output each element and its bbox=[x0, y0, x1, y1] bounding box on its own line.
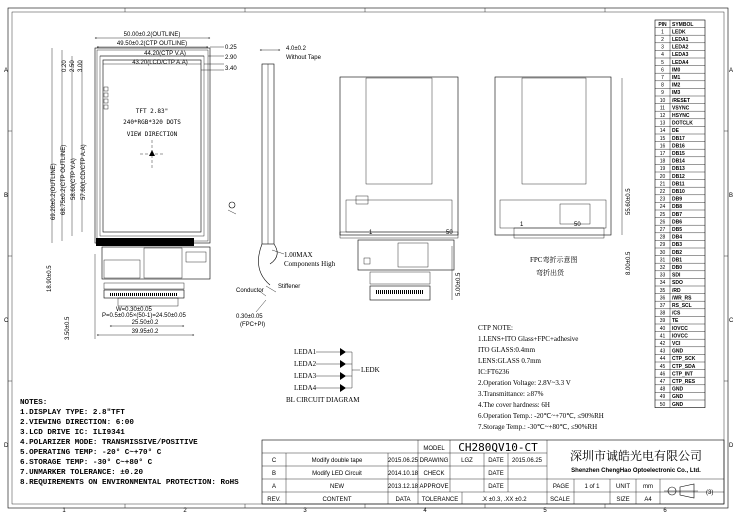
rev-row-data: 2013.12.18 bbox=[387, 484, 419, 490]
ctp-note-9: 7.Storage Temp.: -30℃~+80℃, ≤90%RH bbox=[478, 423, 598, 431]
pin-symbol: DB7 bbox=[672, 211, 683, 218]
bl-led-4: LEDA4 bbox=[294, 384, 317, 392]
components-high: Components High bbox=[284, 260, 336, 268]
led-diode-icon bbox=[340, 372, 346, 380]
projection-icon bbox=[664, 484, 698, 498]
pin-number: 22 bbox=[659, 189, 666, 195]
grid-row-c-right: C bbox=[729, 318, 734, 324]
dim-tail-height: 18.90±0.5 bbox=[47, 265, 53, 292]
pin-symbol: DB11 bbox=[672, 181, 685, 188]
pin-table bbox=[655, 20, 705, 408]
pin-number: 38 bbox=[659, 310, 666, 317]
pin-number: 27 bbox=[659, 227, 666, 233]
side-thickness: 4.0±0.2 bbox=[286, 46, 306, 52]
pin-symbol: SDI bbox=[672, 272, 681, 279]
rev-row-data: 2014.10.18 bbox=[387, 471, 419, 477]
pin-number: 47 bbox=[659, 379, 666, 385]
note-4: 4.POLARIZER MODE: TRANSMISSIVE/POSITIVE bbox=[20, 439, 198, 447]
pin-symbol: DB5 bbox=[672, 227, 683, 233]
company-name-cn: 深圳市诚皓光电有限公司 bbox=[569, 449, 703, 463]
pin-number: 26 bbox=[659, 219, 666, 226]
company-name-en: Shenzhen ChengHao Optoelectronic Co., Ltd. bbox=[571, 468, 701, 474]
pin-number: 1 bbox=[661, 29, 664, 36]
pin-number: 16 bbox=[659, 143, 666, 150]
dim-ctp-va-height: 58.60(CTP V.A) bbox=[71, 158, 77, 200]
pin-number: 43 bbox=[659, 348, 666, 355]
pin-table-header-pin: PIN bbox=[658, 21, 667, 28]
note-7: 7.UNMARKER TOLERANCE: ±0.20 bbox=[20, 469, 144, 477]
note-8: 8.REQUIREMENTS ON ENVIRONMENTAL PROTECTION: RoHS bbox=[20, 479, 239, 487]
pin-number: 35 bbox=[659, 287, 666, 294]
page-label: PAGE bbox=[552, 484, 570, 490]
pin-symbol: DB9 bbox=[672, 196, 683, 203]
rear-dim-2: 55.60±0.5 bbox=[626, 188, 632, 215]
pin-number: 34 bbox=[659, 280, 666, 287]
rear-dim-1: 5.00±0.5 bbox=[456, 272, 462, 296]
pin-symbol: RS_SCL bbox=[672, 303, 692, 309]
model-label: MODEL bbox=[423, 446, 445, 452]
pin-number: 14 bbox=[659, 128, 666, 135]
pin-symbol: DB16 bbox=[672, 143, 685, 150]
pin-symbol: VCI bbox=[672, 341, 681, 347]
pin-symbol: LEDK bbox=[672, 29, 686, 36]
pin-symbol: GND bbox=[672, 394, 684, 401]
pin-number: 12 bbox=[659, 113, 666, 119]
rear-view-bent bbox=[495, 77, 632, 277]
projection-number: (3) bbox=[706, 490, 714, 496]
dim-lcd-aa-width: 43.20(LCD/CTP A.A) bbox=[132, 60, 188, 66]
tolerance-value: .X ±0.3, .XX ±0.2 bbox=[481, 497, 527, 503]
note-header: NOTES: bbox=[20, 399, 48, 407]
pin-number: 37 bbox=[659, 303, 666, 309]
pin-number: 8 bbox=[661, 82, 664, 89]
ctp-note-0: CTP NOTE: bbox=[478, 324, 513, 332]
pin-number: 3 bbox=[661, 44, 664, 51]
pin-number: 45 bbox=[659, 363, 666, 370]
pin-number: 13 bbox=[659, 120, 666, 127]
grid-col-6: 6 bbox=[663, 508, 667, 514]
ctp-note-8: 6.Operation Temp.: -20℃~+70℃, ≤90%RH bbox=[478, 412, 604, 420]
fpc-bend-title: FPC弯折示意图 bbox=[530, 256, 578, 264]
grid-col-3: 3 bbox=[303, 508, 307, 514]
pin-number: 18 bbox=[659, 158, 666, 165]
ctp-notes bbox=[478, 324, 604, 431]
pin-symbol: DB6 bbox=[672, 219, 683, 226]
dim-ctp-va-width: 44.20(CTP V.A) bbox=[144, 51, 186, 57]
drawing-value: LGZ bbox=[461, 458, 473, 464]
grid-row-d-right: D bbox=[729, 443, 734, 449]
dim-pitch-width: W=0.30±0.05 bbox=[116, 307, 152, 313]
pin-number: 6 bbox=[661, 67, 664, 74]
view-direction-icon bbox=[229, 202, 235, 208]
rev-header-rev: REV. bbox=[267, 497, 281, 503]
rear-bent-pin-50: 50 bbox=[574, 222, 581, 228]
pin-number: 50 bbox=[659, 401, 666, 408]
pin-symbol: CTP_RES bbox=[672, 379, 696, 385]
conductor-label: Conductor bbox=[236, 288, 264, 294]
led-diode-icon bbox=[340, 360, 346, 368]
pin-symbol: LEDA1 bbox=[672, 37, 689, 43]
dim-left-2-50: 2.50 bbox=[70, 60, 76, 72]
rev-header-data: DATA bbox=[395, 497, 411, 503]
dim-outline-height: 69.20±0.2(OUTLINE) bbox=[51, 163, 57, 220]
grid-row-c: C bbox=[4, 318, 9, 324]
pin-number: 9 bbox=[661, 90, 664, 97]
grid-col-2: 2 bbox=[183, 508, 187, 514]
pin-symbol: /WR_RS bbox=[672, 295, 692, 302]
pin-number: 19 bbox=[659, 166, 666, 173]
pin-number: 5 bbox=[661, 59, 664, 66]
note-3: 3.LCD DRIVE IC: ILI9341 bbox=[20, 429, 125, 437]
ctp-note-1: 1.LENS+ITO Glass+FPC+adhesive bbox=[478, 335, 579, 343]
pin-number: 30 bbox=[659, 249, 666, 256]
pin-symbol: IOVCC bbox=[672, 325, 688, 332]
pin-number: 33 bbox=[659, 272, 666, 279]
panel-label-type: TFT 2.83" bbox=[135, 108, 169, 115]
approve-date-label: DATE bbox=[488, 484, 504, 490]
rear-pin-50: 50 bbox=[446, 230, 453, 236]
components-max: 1.00MAX bbox=[284, 251, 313, 259]
grid-col-1: 1 bbox=[62, 508, 66, 514]
led-diode-icon bbox=[340, 384, 346, 392]
pin-symbol: DB2 bbox=[672, 249, 683, 256]
pin-symbol: LEDA3 bbox=[672, 52, 689, 59]
dim-left-3-00: 3.00 bbox=[78, 60, 84, 72]
pin-number: 28 bbox=[659, 234, 666, 241]
title-block bbox=[262, 440, 724, 504]
dim-ctp-outline-width: 49.50±0.2(CTP OUTLINE) bbox=[116, 41, 188, 47]
grid-row-b-right: B bbox=[729, 193, 734, 199]
approve-label: APPROVE bbox=[419, 484, 449, 490]
scale-label: SCALE bbox=[550, 497, 570, 503]
size-label: SIZE bbox=[616, 497, 630, 503]
pin-symbol: DB4 bbox=[672, 234, 683, 241]
panel-label-view: VIEW DIRECTION bbox=[126, 131, 178, 138]
unit-label: UNIT bbox=[616, 484, 630, 490]
pin-symbol: GND bbox=[672, 348, 684, 355]
fpc-label: (FPC+PI) bbox=[240, 322, 266, 328]
front-view bbox=[47, 32, 237, 340]
dim-right-3-40: 3.40 bbox=[225, 66, 237, 72]
side-view bbox=[236, 46, 336, 328]
pin-number: 31 bbox=[659, 257, 666, 264]
date-value: 2015.06.25 bbox=[511, 458, 543, 464]
pin-number: 48 bbox=[659, 386, 666, 393]
pin-symbol: LEDA2 bbox=[672, 44, 689, 51]
pin-symbol: DB13 bbox=[672, 166, 685, 173]
pin-symbol: /CS bbox=[672, 310, 681, 317]
pin-number: 24 bbox=[659, 204, 666, 211]
rear-dim-3: 8.00±0.5 bbox=[626, 251, 632, 275]
pin-number: 29 bbox=[659, 242, 666, 249]
check-date-label: DATE bbox=[488, 471, 504, 477]
pin-symbol: DOTCLK bbox=[672, 120, 693, 127]
date-label: DATE bbox=[488, 458, 504, 464]
note-1: 1.DISPLAY TYPE: 2.8"TFT bbox=[20, 409, 125, 417]
pin-number: 15 bbox=[659, 135, 666, 142]
ctp-note-2: ITO GLASS:0.4mm bbox=[478, 346, 536, 354]
pin-symbol: GND bbox=[672, 386, 684, 393]
pin-symbol: GND bbox=[672, 401, 684, 408]
pin-number: 11 bbox=[659, 105, 666, 112]
pin-number: 10 bbox=[659, 97, 666, 104]
rev-row-content: Modify double tape bbox=[311, 458, 363, 464]
general-notes bbox=[20, 399, 239, 487]
pin-number: 25 bbox=[659, 211, 666, 218]
pin-symbol: DB3 bbox=[672, 242, 683, 249]
pin-symbol: IM0 bbox=[672, 67, 681, 74]
pin-symbol: VSYNC bbox=[672, 105, 690, 112]
pin-symbol: /RESET bbox=[672, 97, 691, 104]
fpc-thickness: 0.30±0.05 bbox=[236, 314, 263, 320]
pin-symbol: CTP_SDA bbox=[672, 363, 696, 370]
pin-number: 21 bbox=[659, 181, 666, 188]
ctp-note-7: 4.The cover hardness: 6H bbox=[478, 401, 550, 409]
pin-symbol: DB10 bbox=[672, 189, 685, 195]
grid-row-a-right: A bbox=[729, 68, 734, 74]
dim-fpc-length: 3.50±0.5 bbox=[65, 316, 71, 340]
dim-pitch-total: P=0.5±0.05×(50-1)=24.50±0.05 bbox=[102, 313, 186, 319]
note-5: 5.OPERATING TEMP: -20° C~+70° C bbox=[20, 449, 162, 457]
pin-number: 36 bbox=[659, 295, 666, 302]
pin-symbol: IM1 bbox=[672, 75, 681, 81]
bl-cathode: LEDK bbox=[361, 366, 380, 374]
unit-value: mm bbox=[643, 484, 653, 490]
pin-number: 20 bbox=[659, 173, 666, 180]
pin-number: 4 bbox=[661, 52, 664, 59]
pin-number: 41 bbox=[659, 333, 666, 340]
ctp-note-5: 2.Operation Voltage: 2.8V~3.3 V bbox=[478, 379, 571, 387]
check-label: CHECK bbox=[423, 471, 445, 477]
grid-col-5: 5 bbox=[543, 508, 547, 514]
pin-number: 49 bbox=[659, 394, 666, 401]
pin-symbol: DB14 bbox=[672, 158, 685, 165]
pin-symbol: TE bbox=[672, 318, 679, 325]
rev-row-data: 2015.06.25 bbox=[387, 458, 419, 464]
pin-symbol: /RD bbox=[672, 287, 681, 294]
note-6: 6.STORAGE TEMP: -30° C~+80° C bbox=[20, 459, 153, 467]
size-value: A4 bbox=[644, 497, 652, 503]
pin-number: 40 bbox=[659, 325, 666, 332]
bl-circuit-diagram bbox=[286, 348, 380, 404]
pin-symbol: IM2 bbox=[672, 82, 681, 89]
grid-row-d: D bbox=[4, 443, 9, 449]
rev-header-content: CONTENT bbox=[322, 497, 352, 503]
drawing-label: DRAWING bbox=[419, 458, 449, 464]
ctp-note-4: IC:FT6236 bbox=[478, 368, 510, 376]
pin-symbol: DB12 bbox=[672, 173, 685, 180]
bl-led-3: LEDA3 bbox=[294, 372, 317, 380]
dim-stiffener-width: 25.50±0.2 bbox=[131, 320, 159, 326]
rev-row-content: NEW bbox=[330, 484, 344, 490]
rear-view bbox=[340, 77, 462, 300]
pin-symbol: DB15 bbox=[672, 151, 685, 157]
rear-pin-1: 1 bbox=[369, 230, 373, 236]
rear-bent-pin-1: 1 bbox=[520, 222, 524, 228]
fpc-bend-subtitle: 弯折出货 bbox=[536, 269, 564, 277]
grid-col-4: 4 bbox=[423, 508, 427, 514]
pin-symbol: DE bbox=[672, 128, 679, 135]
pin-number: 39 bbox=[659, 318, 666, 325]
dim-ctp-outline-height: 68.75±0.2(CTP OUTLINE) bbox=[61, 144, 67, 215]
model-value: CH280QV10-CT bbox=[458, 441, 538, 454]
bl-circuit-title: BL CIRCUIT DIAGRAM bbox=[286, 396, 360, 404]
tolerance-label: TOLERANCE bbox=[421, 497, 459, 503]
pin-number: 46 bbox=[659, 371, 666, 378]
pin-table-header-symbol: SYMBOL bbox=[672, 21, 694, 28]
pin-symbol: DB8 bbox=[672, 204, 683, 211]
pin-symbol: SDO bbox=[672, 280, 683, 287]
dim-outline-width: 50.00±0.2(OUTLINE) bbox=[123, 32, 181, 38]
ctp-note-6: 3.Transmittance: ≥87% bbox=[478, 390, 544, 398]
pin-symbol: DB1 bbox=[672, 257, 683, 264]
dim-left-0-20: 0.20 bbox=[62, 60, 68, 72]
pin-symbol: CTP_INT bbox=[672, 371, 693, 378]
rev-row-content: Modify LED Circuit bbox=[312, 471, 362, 477]
bl-led-2: LEDA2 bbox=[294, 360, 317, 368]
pin-symbol: IM3 bbox=[672, 90, 681, 97]
pin-symbol: CTP_SCK bbox=[672, 356, 696, 363]
pin-symbol: DB17 bbox=[672, 135, 685, 142]
pin-number: 23 bbox=[659, 196, 666, 203]
rev-row-rev: B bbox=[271, 471, 277, 477]
pin-number: 2 bbox=[661, 37, 664, 43]
grid-row-a: A bbox=[4, 68, 9, 74]
panel-label-dots: 240*RGB*320 DOTS bbox=[123, 119, 181, 126]
dim-fpc-width: 39.95±0.2 bbox=[131, 329, 159, 335]
grid-row-b: B bbox=[4, 193, 9, 199]
ctp-note-3: LENS:GLASS 0.7mm bbox=[478, 357, 542, 365]
side-tape-note: Without Tape bbox=[286, 55, 321, 61]
note-2: 2.VIEWING DIRECTION: 6:00 bbox=[20, 419, 134, 427]
pin-number: 17 bbox=[659, 151, 666, 157]
pin-number: 7 bbox=[661, 75, 664, 81]
stiffener-label: Stiffener bbox=[278, 284, 301, 290]
pin-symbol: HSYNC bbox=[672, 113, 690, 119]
pin-number: 44 bbox=[659, 356, 666, 363]
rev-row-rev: C bbox=[271, 458, 277, 464]
page-value: 1 of 1 bbox=[584, 484, 600, 490]
dim-right-2-90: 2.90 bbox=[225, 55, 237, 61]
pin-number: 32 bbox=[659, 265, 666, 271]
bl-led-1: LEDA1 bbox=[294, 348, 317, 356]
pin-number: 42 bbox=[659, 341, 666, 347]
pin-symbol: DB0 bbox=[672, 265, 683, 271]
rev-row-rev: A bbox=[271, 484, 277, 490]
pin-symbol: LEDA4 bbox=[672, 59, 689, 66]
dim-lcd-aa-height: 57.60(LCD/CTP A.A) bbox=[81, 144, 87, 200]
dim-right-0-25: 0.25 bbox=[225, 45, 237, 51]
led-diode-icon bbox=[340, 348, 346, 356]
pin-symbol: IOVCC bbox=[672, 333, 688, 340]
